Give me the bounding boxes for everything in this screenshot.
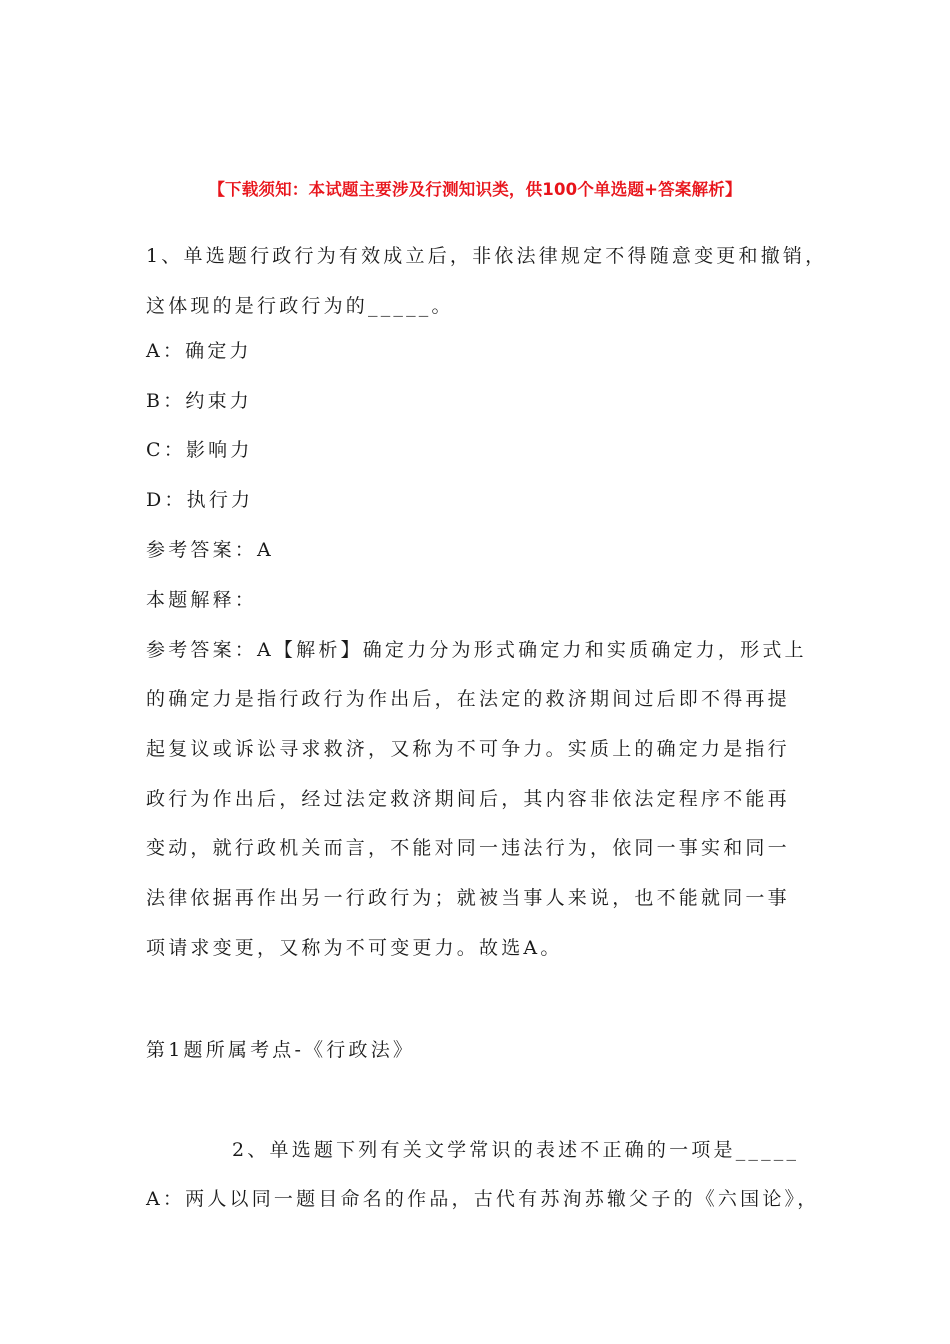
q2-option-a: A：两人以同一题目命名的作品，古代有苏洵苏辙父子的《六国论》， <box>146 1188 820 1210</box>
q1-option-b: B：约束力 <box>146 390 252 412</box>
q1-explanation-line-3: 起复议或诉讼寻求救济，又称为不可争力。实质上的确定力是指行 <box>146 738 790 760</box>
q1-explanation-line-7: 项请求变更，又称为不可变更力。故选A。 <box>146 937 563 959</box>
q1-stem-line-2: 这体现的是行政行为的_____。 <box>146 295 454 317</box>
q1-topic: 第1题所属考点-《行政法》 <box>146 1039 416 1061</box>
q1-explanation-line-5: 变动，就行政机关而言，不能对同一违法行为，依同一事实和同一 <box>146 837 790 859</box>
q1-stem-line-1: 1、单选题行政行为有效成立后，非依法律规定不得随意变更和撤销， <box>146 245 828 267</box>
q1-explanation-line-2: 的确定力是指行政行为作出后，在法定的救济期间过后即不得再提 <box>146 688 790 710</box>
q2-stem: 2、单选题下列有关文学常识的表述不正确的一项是_____ <box>232 1139 800 1161</box>
q1-option-a: A：确定力 <box>146 340 252 362</box>
q1-option-d: D：执行力 <box>146 489 254 511</box>
q1-explanation-label: 本题解释： <box>146 589 258 611</box>
q1-answer: 参考答案：A <box>146 539 274 561</box>
q1-option-c: C：影响力 <box>146 439 253 461</box>
q1-explanation-line-1: 参考答案：A【解析】确定力分为形式确定力和实质确定力，形式上 <box>146 639 807 661</box>
q1-explanation-line-6: 法律依据再作出另一行政行为；就被当事人来说，也不能就同一事 <box>146 887 790 909</box>
download-notice: 【下载须知：本试题主要涉及行测知识类，供100个单选题+答案解析】 <box>208 180 742 199</box>
q1-explanation-line-4: 政行为作出后，经过法定救济期间后，其内容非依法定程序不能再 <box>146 788 790 810</box>
